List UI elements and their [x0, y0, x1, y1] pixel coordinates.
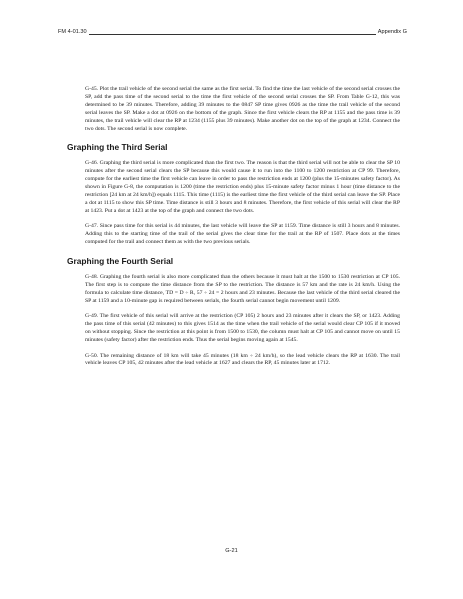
paragraph-g50: G-50. The remaining distance of 18 km will take 45 minutes (18 km ÷ 24 km/h), so the lead vehicle clears the RP at 1630. The trail vehicle leaves CP 105, 42 minutes after the lead vehicle at 1627 and clears the RP, 45 minutes later at 1712.	[85, 352, 400, 367]
header-rule	[89, 34, 376, 35]
page-number: G-21	[225, 548, 238, 554]
header-document-id: FM 4-01.30	[58, 29, 87, 35]
heading-third-serial: Graphing the Third Serial	[67, 142, 168, 153]
paragraph-g45: G-45. Plot the trail vehicle of the second serial the same as the first serial. To find the time the last vehicle of the second serial crosses the SP, add the pass time of the second serial to the time the first vehicle of the second serial crosses the SP. From Table G-12, this was determined to be 39 minutes. Therefore, adding 39 minutes to the 0847 SP time gives 0926 as the time the trail vehicle of the second serial leaves the SP. Make a dot at 0926 on the bottom of the graph. Since the first vehicle clears the RP at 1155 and the pass time is 39 minutes, the trail vehicle will clear the RP at 1234 (1155 plus 39 minutes). Make another dot on the top of the graph at 1234. Connect the two dots. The second serial is now complete.	[85, 86, 400, 132]
page-body	[67, 86, 400, 376]
heading-fourth-serial: Graphing the Fourth Serial	[67, 256, 174, 267]
header-appendix: Appendix G	[377, 29, 407, 35]
paragraph-g46: G-46. Graphing the third serial is more complicated than the first two. The reason is that the third serial will not be able to clear the SP 10 minutes after the second serial clears the SP because this would cause it to run into the 1100 to 1200 restriction at CP 99. Therefore, compute for the earliest time the first vehicle can leave in order to pass the restriction ends at 1200 (plus the 15-minutes safety factor). As shown in Figure G-8, the computation is 1200 (time the restriction ends) plus 15-minute safety factor minus 1 hour (time distance to the restriction [24 km at 24 km/h]) equals 1115. This time (1115) is the earliest time the first vehicle of the third serial can leave the SP. Place a dot at 1115 to show this SP time. Time distance is still 3 hours and 8 minutes. Therefore, the first vehicle of this serial will clear the RP at 1423. Put a dot at 1423 at the top of the graph and connect the two dots.	[85, 160, 400, 214]
paragraph-g48: G-48. Graphing the fourth serial is also more complicated than the others because it must halt at the 1500 to 1530 restriction at CP 105. The first step is to compute the time distance from the SP to the restriction. The distance is 57 km and the rate is 24 km/h. Using the formula to calculate time distance, TD = D ÷ R, 57 ÷ 24 = 2 hours and 23 minutes. Because the last vehicle of the third serial cleared the SP at 1159 and a 10-minute gap is required between serials, the fourth serial cannot begin movement until 1209.	[85, 274, 400, 304]
paragraph-g49: G-49. The first vehicle of this serial will arrive at the restriction (CP 105) 2 hours and 23 minutes after it clears the SP, or 1423. Adding the pass time of this serial (42 minutes) to this gives 1514 as the time when the trail vehicle of the serial would clear CP 105 if it moved on without stopping. Since the restriction at this point is from 1500 to 1530, the column must halt at CP 105 and cannot move on until 15 minutes (safety factor) after the restriction ends. Thus the serial begins moving again at 1545.	[85, 313, 400, 344]
page-header	[58, 29, 407, 36]
paragraph-g47: G-47. Since pass time for this serial is 44 minutes, the last vehicle will leave the SP at 1159. Time distance is still 3 hours and 8 minutes. Adding this to the starting time of the trail of the serial gives the clear time for the trail at the RP of 1507. Place dots at the times computed for the trail and connect them as with the two previous serials.	[85, 223, 400, 246]
